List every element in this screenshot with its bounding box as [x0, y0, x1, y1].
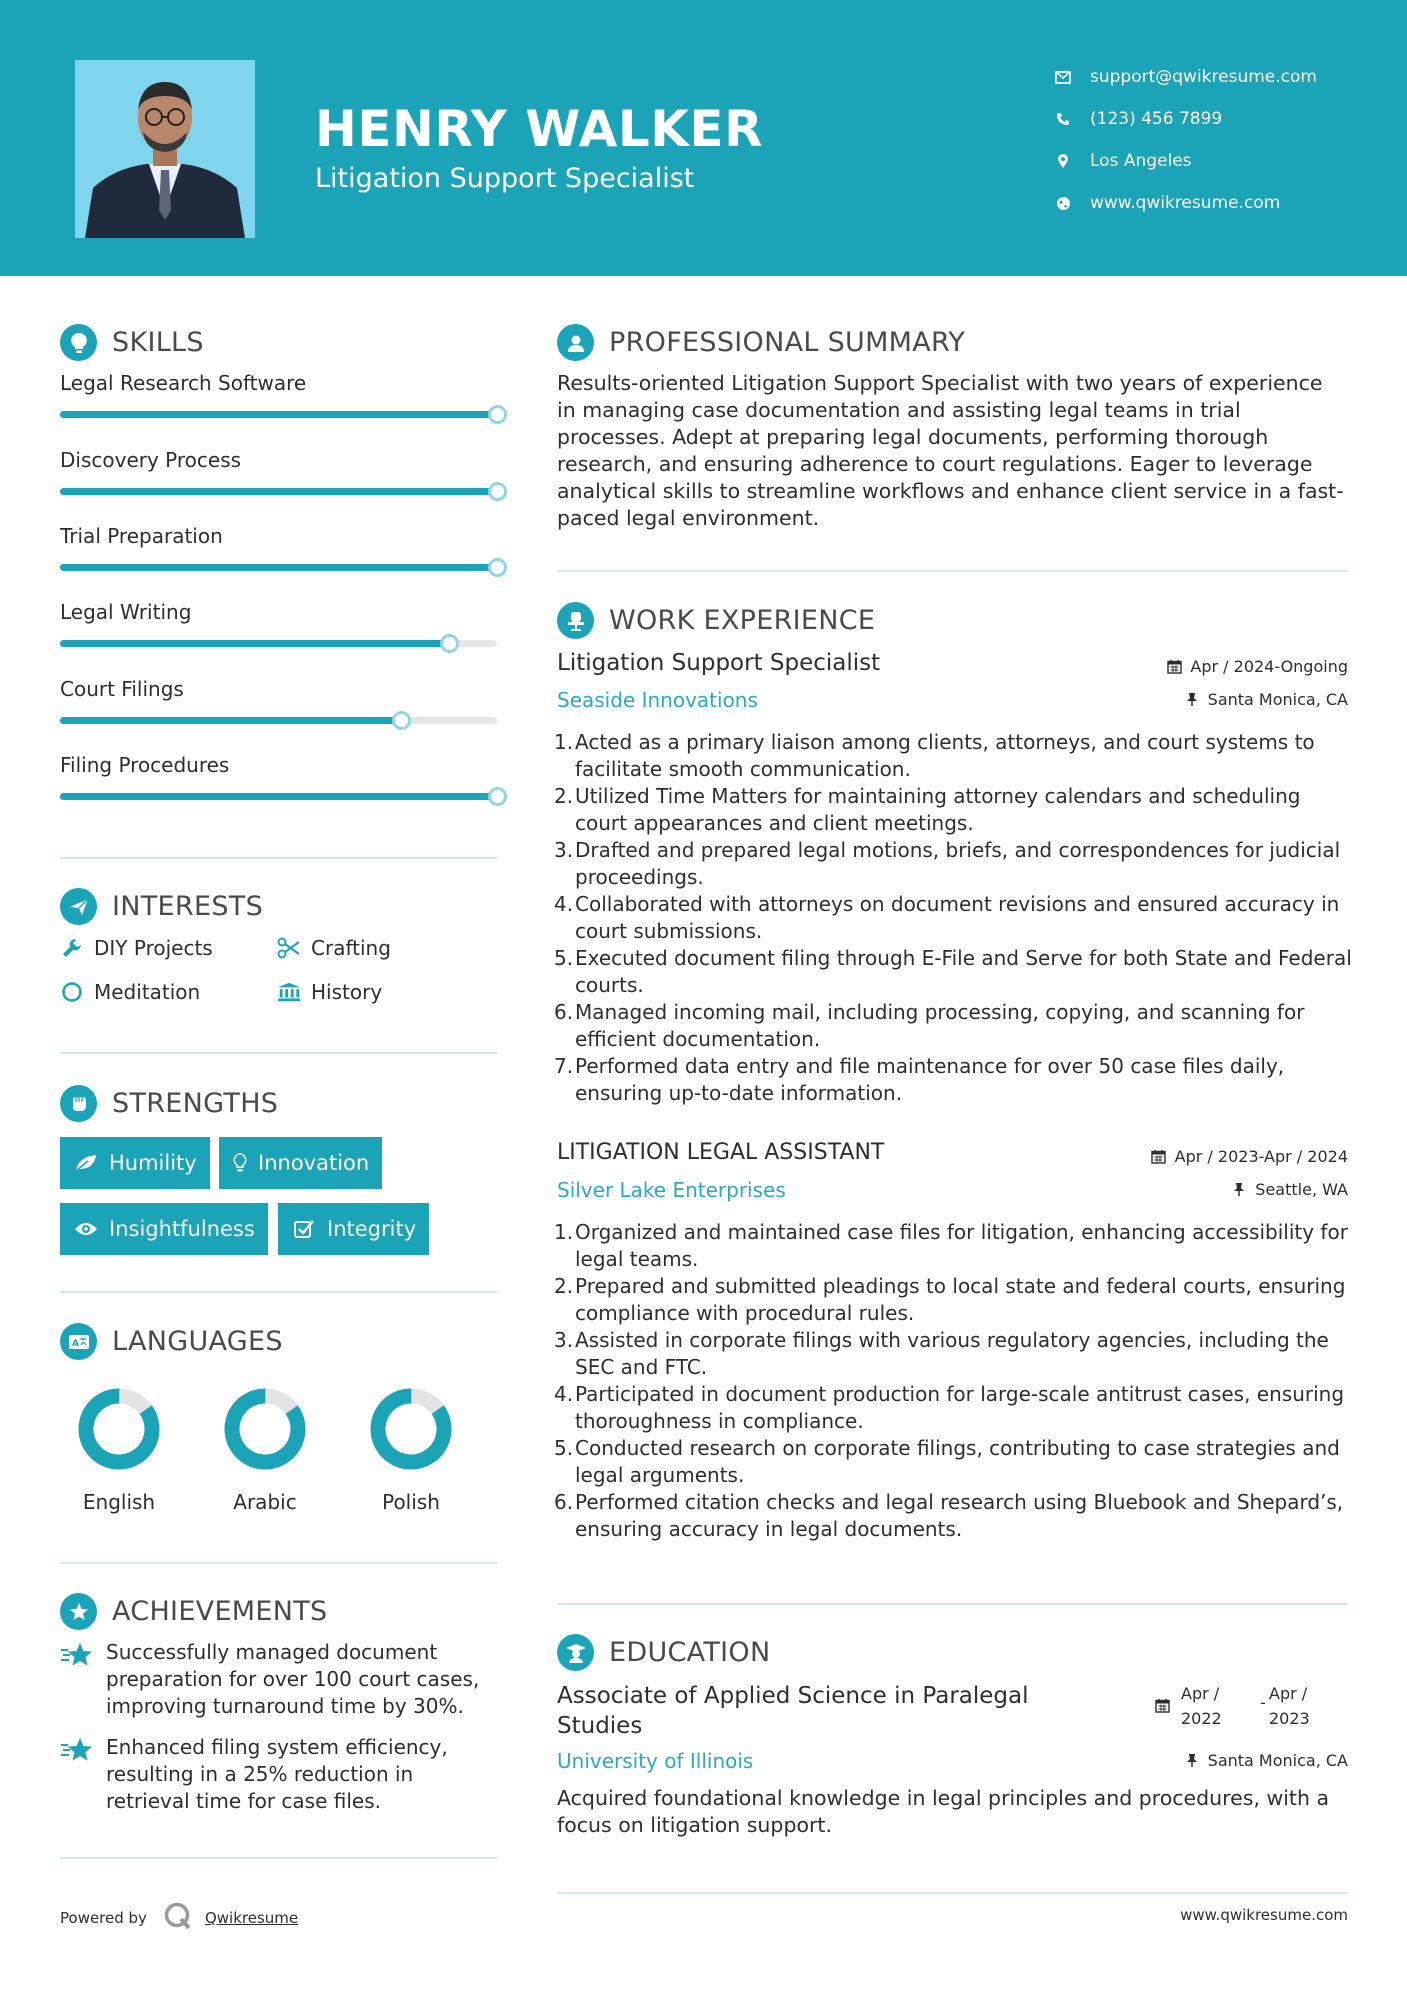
museum-icon [277, 980, 301, 1004]
job-title: Litigation Support Specialist [557, 650, 881, 676]
summary-header [557, 324, 965, 361]
pushpin-icon [1184, 692, 1200, 708]
calendar-icon [1151, 1149, 1167, 1165]
interest-label: Meditation [94, 980, 201, 1004]
contact-location [1054, 140, 1317, 182]
duty-item: Prepared and submitted pleadings to local state and federal courts, ensuring compliance with procedural rules. [575, 1274, 1346, 1325]
languages-header [60, 1323, 283, 1360]
strength-label: Insightfulness [109, 1217, 255, 1241]
phone-icon [1054, 110, 1072, 128]
skill-name: Trial Preparation [60, 524, 223, 548]
duty-item: Participated in document production for large-scale antitrust cases, ensuring thoroughness in compliance. [575, 1382, 1345, 1433]
footer-website[interactable]: www.qwikresume.com [1180, 1906, 1348, 1924]
achievements-title: ACHIEVEMENTS [112, 1596, 328, 1627]
contact-website-text: www.qwikresume.com [1090, 193, 1281, 213]
language-item [54, 1386, 184, 1514]
skill-knob [488, 787, 507, 806]
section-divider [557, 1603, 1348, 1605]
skill-track [60, 564, 497, 571]
skill-fill [60, 640, 449, 647]
lightbulb-icon [232, 1152, 248, 1174]
skill-track [60, 793, 497, 800]
interest-item [277, 980, 382, 1004]
header-banner [0, 0, 1407, 276]
skill-track [60, 717, 497, 724]
duty-item: Managed incoming mail, including processing, copying, and scanning for efficient documentation. [575, 1000, 1305, 1051]
calendar-icon [1166, 659, 1182, 675]
job-duties [557, 729, 1352, 1107]
skill-item [60, 753, 500, 777]
languages-title: LANGUAGES [112, 1326, 283, 1357]
company-name: Seaside Innovations [557, 688, 758, 712]
pushpin-icon [1184, 1753, 1200, 1769]
language-ring [222, 1386, 308, 1472]
skill-knob [488, 405, 507, 424]
education-location-text: Santa Monica, CA [1207, 1751, 1348, 1770]
section-divider [557, 1892, 1348, 1894]
contact-email[interactable] [1054, 56, 1317, 98]
paper-plane-icon [60, 888, 97, 925]
wrench-icon [60, 936, 84, 960]
education-start-year: 2022 [1181, 1709, 1222, 1728]
interest-label: History [311, 980, 383, 1004]
school-name: University of Illinois [557, 1749, 754, 1773]
skill-name: Discovery Process [60, 448, 242, 472]
skill-knob [488, 482, 507, 501]
skill-knob [440, 634, 459, 653]
job-dates-text: Apr / 2023-Apr / 2024 [1174, 1147, 1348, 1166]
job-dates [1166, 657, 1348, 676]
skill-knob [392, 711, 411, 730]
lightbulb-icon [60, 324, 97, 361]
graduate-icon [557, 1634, 594, 1671]
duty-item: Drafted and prepared legal motions, briefs, and correspondences for judicial proceedings. [575, 838, 1341, 889]
section-divider [557, 570, 1348, 572]
job-dates [1151, 1147, 1348, 1166]
degree-title: Associate of Applied Science in Paralegal Studies [557, 1683, 1029, 1739]
education-end-month: Apr / [1269, 1684, 1308, 1703]
section-divider [60, 1291, 497, 1293]
checkbox-icon [291, 1218, 317, 1240]
experience-header [557, 602, 875, 639]
duty-item: Assisted in corporate filings with various regulatory agencies, including the SEC and FTC. [575, 1328, 1329, 1379]
strength-label: Integrity [327, 1217, 417, 1241]
strength-label: Humility [109, 1151, 197, 1175]
qwikresume-link[interactable]: Qwikresume [204, 1909, 299, 1927]
achievements-header [60, 1593, 328, 1630]
strength-badge [278, 1203, 429, 1255]
skill-track [60, 488, 497, 495]
profile-photo [75, 60, 255, 238]
skill-fill [60, 564, 497, 571]
job-location-text: Santa Monica, CA [1207, 690, 1348, 709]
language-ring [368, 1386, 454, 1472]
strength-badge [60, 1137, 210, 1189]
language-name: Arabic [233, 1490, 297, 1514]
star-icon [60, 1736, 94, 1764]
summary-title: PROFESSIONAL SUMMARY [609, 327, 966, 358]
section-divider [60, 1857, 497, 1859]
location-pin-icon [1054, 152, 1072, 170]
eye-icon [73, 1218, 99, 1240]
skill-fill [60, 411, 497, 418]
language-ring-fill [76, 1386, 162, 1472]
skills-title: SKILLS [112, 327, 204, 358]
contact-list [1054, 56, 1317, 224]
section-divider [60, 1052, 497, 1054]
candidate-name: HENRY WALKER [315, 100, 764, 158]
job-title: LITIGATION LEGAL ASSISTANT [557, 1140, 885, 1165]
duty-item: Acted as a primary liaison among clients, attorneys, and court systems to facilitate smooth communication. [575, 730, 1315, 781]
education-title: EDUCATION [609, 1637, 771, 1668]
strengths-header [60, 1085, 278, 1122]
star-icon [60, 1641, 94, 1669]
job-location-text: Seattle, WA [1255, 1180, 1348, 1199]
skill-name: Court Filings [60, 677, 184, 701]
achievement-text: Successfully managed document preparation for over 100 court cases, improving turnaround time by 30%. [106, 1640, 480, 1718]
skill-knob [488, 558, 507, 577]
skill-item [60, 371, 500, 395]
skill-fill [60, 717, 401, 724]
education-location [1184, 1751, 1348, 1770]
language-ring-fill [222, 1386, 308, 1472]
duty-item: Conducted research on corporate filings, contributing to case strategies and legal arguments. [575, 1436, 1340, 1487]
svg-text:A: A [71, 1338, 79, 1349]
skill-item [60, 524, 500, 548]
office-chair-icon [557, 602, 594, 639]
language-name: English [82, 1490, 156, 1514]
language-ring-fill [368, 1386, 454, 1472]
language-icon [60, 1323, 97, 1360]
powered-by-label: Powered by [60, 1909, 147, 1927]
language-item [346, 1386, 476, 1514]
duty-item: Executed document filing through E-File and Serve for both State and Federal courts. [575, 946, 1352, 997]
powered-by [60, 1901, 298, 1935]
education-header [557, 1634, 770, 1671]
duty-item: Performed data entry and file maintenance for over 50 case files daily, ensuring up-to-date information. [575, 1054, 1285, 1105]
education-start-date [1181, 1681, 1222, 1731]
user-icon [557, 324, 594, 361]
language-name: Polish [382, 1490, 440, 1514]
education-start-month: Apr / [1181, 1684, 1220, 1703]
section-divider [60, 1562, 497, 1564]
summary-text: Results-oriented Litigation Support Specialist with two years of experience in managing case documentation and assisting legal teams in trial processes. Adept at preparing legal documents, performing thorough research, and ensuring adherence to court regulations. Eager to leverage analytical skills to streamline workflows and enhance client service in a fast-paced legal environment. [557, 371, 1344, 530]
skill-name: Legal Writing [60, 600, 192, 624]
contact-website[interactable] [1054, 182, 1317, 224]
skill-name: Legal Research Software [60, 371, 307, 395]
interest-label: DIY Projects [94, 936, 213, 960]
job-dates-text: Apr / 2024-Ongoing [1190, 657, 1348, 676]
language-item [200, 1386, 330, 1514]
language-ring [76, 1386, 162, 1472]
strengths-title: STRENGTHS [112, 1088, 279, 1119]
skills-header [60, 324, 204, 361]
circle-icon [60, 980, 84, 1004]
calendar-icon [1155, 1698, 1171, 1714]
education-date-separator: - [1260, 1693, 1266, 1712]
achievement-item [60, 1734, 500, 1815]
duty-item: Utilized Time Matters for maintaining attorney calendars and scheduling court appearances and client meetings. [575, 784, 1301, 835]
qwikresume-logo-icon [163, 1901, 193, 1935]
strength-label: Innovation [258, 1151, 370, 1175]
skill-track [60, 640, 497, 647]
email-icon [1054, 68, 1072, 86]
skill-item [60, 677, 500, 701]
education-end-date [1269, 1681, 1310, 1731]
leaf-icon [73, 1152, 99, 1174]
scissors-icon [277, 936, 301, 960]
section-divider [60, 857, 497, 859]
job-duties [557, 1219, 1352, 1543]
company-name: Silver Lake Enterprises [557, 1178, 786, 1202]
candidate-title: Litigation Support Specialist [315, 163, 695, 194]
skill-name: Filing Procedures [60, 753, 230, 777]
skill-item [60, 448, 500, 472]
education-description: Acquired foundational knowledge in legal principles and procedures, with a focus on litigation support. [557, 1786, 1330, 1837]
interests-header [60, 888, 263, 925]
job-location [1184, 690, 1348, 709]
interest-item [60, 980, 200, 1004]
experience-title: WORK EXPERIENCE [609, 605, 876, 636]
job-location [1231, 1180, 1348, 1199]
skill-track [60, 411, 497, 418]
skill-item [60, 600, 500, 624]
strength-badge [60, 1203, 268, 1255]
pushpin-icon [1231, 1182, 1247, 1198]
contact-phone-text: (123) 456 7899 [1090, 109, 1223, 129]
interests-title: INTERESTS [112, 891, 264, 922]
contact-phone[interactable] [1054, 98, 1317, 140]
interest-item [60, 936, 213, 960]
star-badge-icon [60, 1593, 97, 1630]
education-end-year: 2023 [1269, 1709, 1310, 1728]
contact-email-text: support@qwikresume.com [1090, 67, 1317, 87]
skill-fill [60, 793, 497, 800]
interest-item [277, 936, 391, 960]
duty-item: Organized and maintained case files for litigation, enhancing accessibility for legal teams. [575, 1220, 1348, 1271]
achievement-text: Enhanced filing system efficiency, resulting in a 25% reduction in retrieval time for case files. [106, 1735, 448, 1813]
globe-icon [1054, 194, 1072, 212]
fist-icon [60, 1085, 97, 1122]
achievement-item [60, 1639, 500, 1720]
interest-label: Crafting [311, 936, 391, 960]
duty-item: Performed citation checks and legal research using Bluebook and Shepard’s, ensuring accuracy in legal documents. [575, 1490, 1344, 1541]
strength-badge [219, 1137, 382, 1189]
skill-fill [60, 488, 497, 495]
contact-location-text: Los Angeles [1090, 151, 1192, 171]
duty-item: Collaborated with attorneys on document revisions and ensured accuracy in court submissions. [575, 892, 1340, 943]
